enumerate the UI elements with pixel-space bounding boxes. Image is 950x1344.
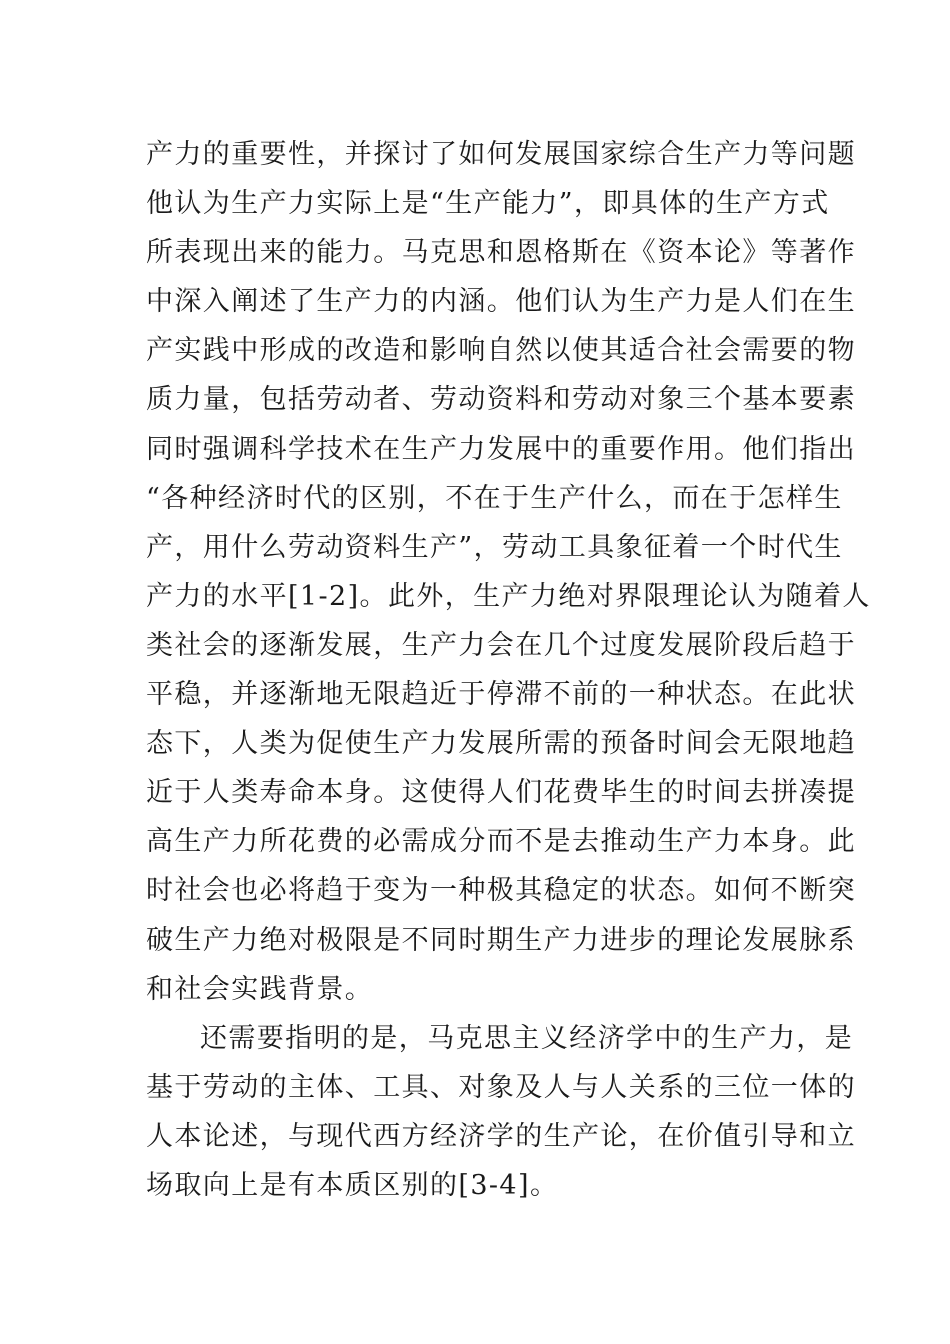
text-line: 近于人类寿命本身。这使得人们花费毕生的时间去拼凑提 [146, 777, 856, 809]
text-line: 还需要指明的是，马克思主义经济学中的生产力，是 [200, 1022, 854, 1054]
text-line: 同时强调科学技术在生产力发展中的重要作用。他们指出 [146, 433, 856, 465]
text-line: 中深入阐述了生产力的内涵。他们认为生产力是人们在生 [146, 286, 856, 318]
text-line: 人本论述，与现代西方经济学的生产论，在价值引导和立 [146, 1120, 856, 1152]
text-line: 他认为生产力实际上是“生产能力”，即具体的生产方式 [146, 188, 830, 220]
text-line: 高生产力所花费的必需成分而不是去推动生产力本身。此 [146, 826, 856, 858]
text-line: 质力量，包括劳动者、劳动资料和劳动对象三个基本要素 [146, 384, 856, 416]
text-line: 时社会也必将趋于变为一种极其稳定的状态。如何不断突 [146, 875, 856, 907]
text-line: 基于劳动的主体、工具、对象及人与人关系的三位一体的 [146, 1071, 856, 1103]
text-line: 场取向上是有本质区别的[3-4]。 [146, 1169, 559, 1201]
text-line: 产力的重要性，并探讨了如何发展国家综合生产力等问题 [146, 139, 856, 170]
text-line: “各种经济时代的区别，不在于生产什么，而在于怎样生 [146, 482, 843, 514]
text-line: 所表现出来的能力。马克思和恩格斯在《资本论》等著作 [146, 237, 856, 269]
text-line: 和社会实践背景。 [146, 973, 374, 1005]
text-line: 破生产力绝对极限是不同时期生产力进步的理论发展脉系 [146, 924, 856, 956]
paragraph-2 [146, 1014, 856, 1210]
text-line: 产，用什么劳动资料生产”，劳动工具象征着一个时代生 [146, 531, 843, 563]
paragraph-1 [146, 130, 871, 1014]
text-line: 类社会的逐渐发展，生产力会在几个过度发展阶段后趋于 [146, 629, 856, 661]
text-line: 产实践中形成的改造和影响自然以使其适合社会需要的物 [146, 335, 856, 367]
text-line: 平稳，并逐渐地无限趋近于停滞不前的一种状态。在此状 [146, 679, 856, 711]
text-line: 态下，人类为促使生产力发展所需的预备时间会无限地趋 [146, 728, 856, 760]
body-text [146, 130, 871, 1210]
text-line: 产力的水平[1-2]。此外，生产力绝对界限理论认为随着人 [146, 580, 871, 612]
